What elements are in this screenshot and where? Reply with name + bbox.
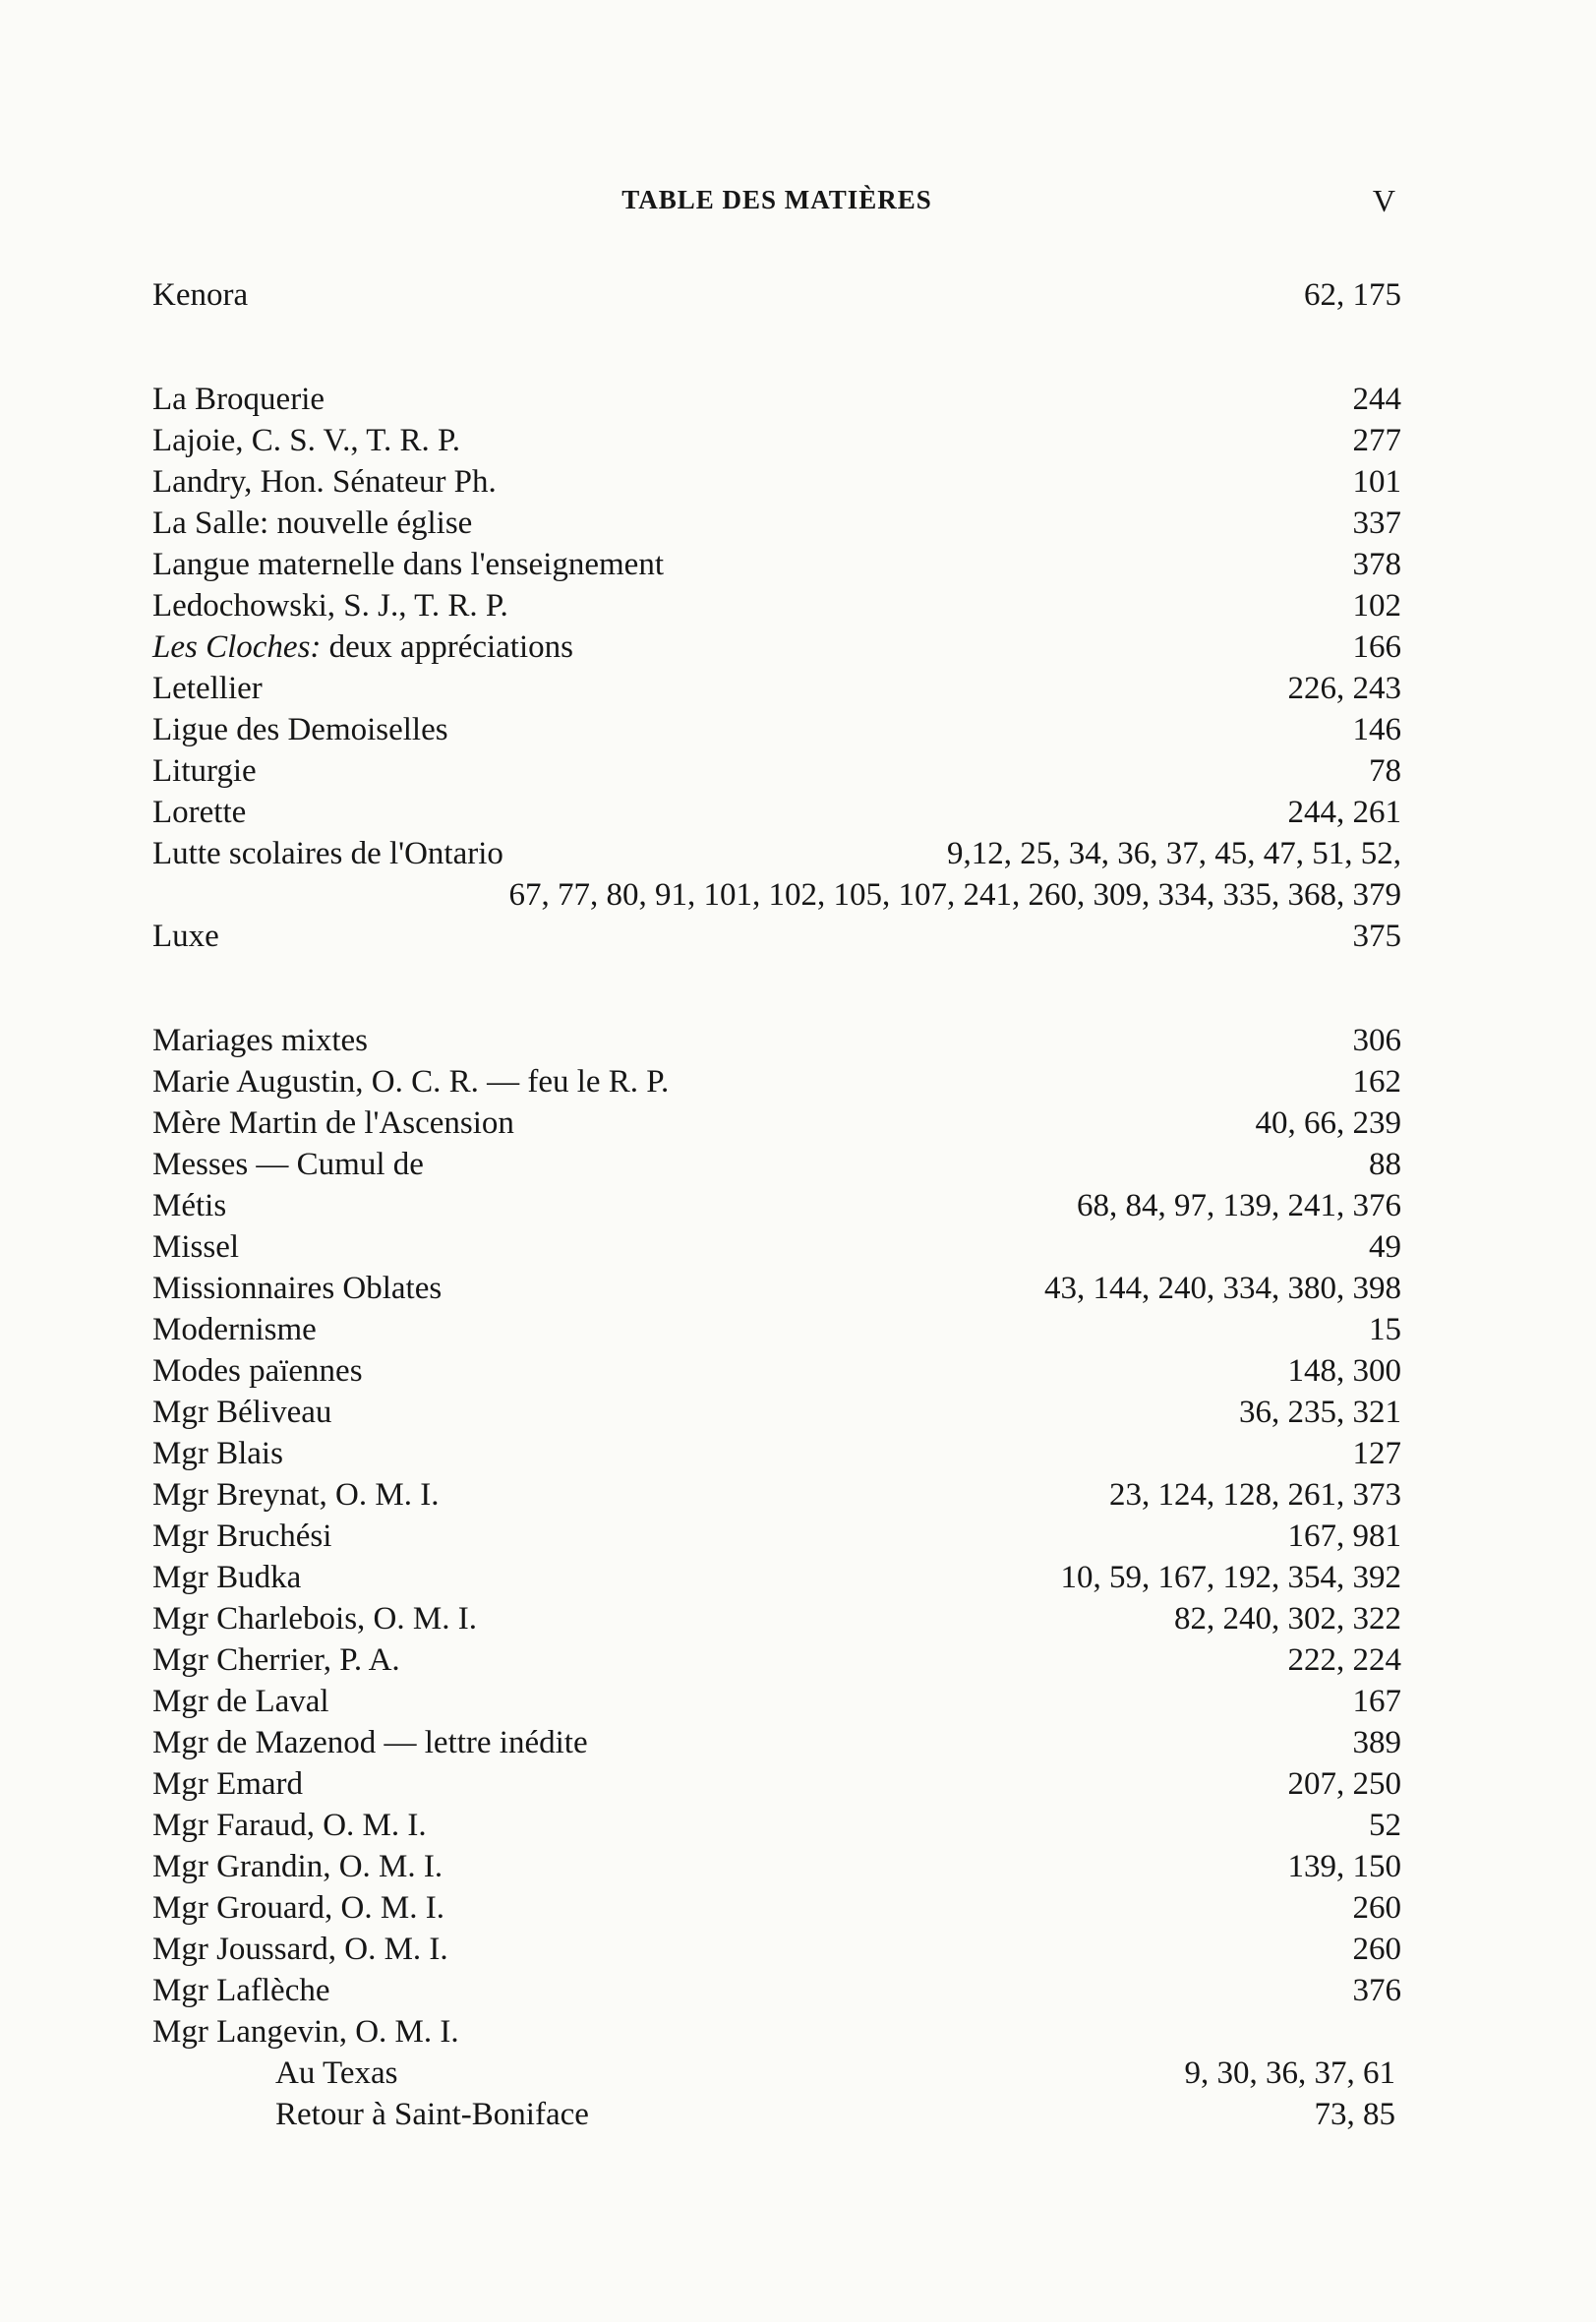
index-pages: 101	[1352, 464, 1401, 500]
index-entry	[152, 1681, 1401, 1722]
index-pages: 67, 77, 80, 91, 101, 102, 105, 107, 241, 260, 309, 334, 335, 368, 379	[508, 877, 1401, 913]
index-term: Marie Augustin, O. C. R. — feu le R. P.	[152, 1064, 670, 1100]
index-pages: 49	[1369, 1229, 1401, 1265]
index-term: Messes — Cumul de	[152, 1147, 424, 1182]
index-term: Mgr Grouard, O. M. I.	[152, 1890, 444, 1926]
index-entry	[152, 1722, 1401, 1763]
index-entry	[152, 461, 1401, 503]
index-term: Mgr Blais	[152, 1436, 283, 1471]
index-entry	[152, 503, 1401, 544]
index-term: Mgr de Mazenod — lettre inédite	[152, 1725, 588, 1760]
index-entry	[152, 1929, 1401, 1970]
index-entry	[152, 1598, 1401, 1639]
index-term: Lajoie, C. S. V., T. R. P.	[152, 423, 460, 458]
index-entry	[152, 1268, 1401, 1309]
index-pages: 162	[1352, 1064, 1401, 1100]
index-pages: 102	[1352, 588, 1401, 624]
index-entry	[152, 916, 1401, 957]
index-term: Mgr Bruchési	[152, 1518, 332, 1554]
index-pages: 9, 30, 36, 37, 61	[1184, 2055, 1395, 2091]
index-entry	[152, 1805, 1401, 1846]
index-term: Mgr de Laval	[152, 1684, 329, 1719]
index-term	[152, 626, 573, 668]
index-entry	[152, 1309, 1401, 1350]
index-entry	[152, 1516, 1401, 1557]
index-pages: 127	[1352, 1436, 1401, 1471]
section-gap	[152, 316, 1401, 379]
index-entry	[152, 1970, 1401, 2011]
index-pages: 43, 144, 240, 334, 380, 398	[1044, 1271, 1401, 1306]
index-pages: 148, 300	[1287, 1353, 1401, 1389]
index-pages: 62, 175	[1304, 277, 1401, 313]
index-entry-continuation	[152, 874, 1401, 916]
index-term: Mgr Laflèche	[152, 1973, 330, 2008]
index-term: La Salle: nouvelle église	[152, 506, 473, 541]
index-pages: 337	[1352, 506, 1401, 541]
index-term: Mère Martin de l'Ascension	[152, 1105, 514, 1141]
index-pages: 15	[1369, 1312, 1401, 1347]
index-entry	[152, 420, 1401, 461]
index-entry	[152, 1392, 1401, 1433]
index-term: Modernisme	[152, 1312, 317, 1347]
section-gap	[152, 957, 1401, 1020]
index-term: Mgr Emard	[152, 1766, 304, 1802]
index-entry	[152, 1226, 1401, 1268]
index-entry	[152, 2011, 1401, 2053]
index-entry	[152, 1474, 1401, 1516]
index-term: Luxe	[152, 919, 219, 954]
index-subentry	[152, 2053, 1401, 2094]
index-entry	[152, 585, 1401, 626]
index-entry	[152, 1185, 1401, 1226]
index-term: Landry, Hon. Sénateur Ph.	[152, 464, 497, 500]
index-term: La Broquerie	[152, 382, 325, 417]
index-pages: 10, 59, 167, 192, 354, 392	[1060, 1560, 1401, 1595]
index-term: Mgr Langevin, O. M. I.	[152, 2014, 459, 2050]
index-entry	[152, 709, 1401, 750]
index-term: Langue maternelle dans l'enseignement	[152, 547, 664, 582]
index-entry	[152, 1020, 1401, 1061]
index-pages: 207, 250	[1287, 1766, 1401, 1802]
index-term: Kenora	[152, 277, 249, 313]
index-pages: 36, 235, 321	[1239, 1395, 1401, 1430]
index-pages: 389	[1352, 1725, 1401, 1760]
index-entry	[152, 1557, 1401, 1598]
index-pages: 244	[1352, 382, 1401, 417]
index-term: Modes païennes	[152, 1353, 363, 1389]
index-term-italic: Les Cloches:	[152, 629, 322, 665]
index-term: Missionnaires Oblates	[152, 1271, 443, 1306]
index-pages: 40, 66, 239	[1255, 1105, 1401, 1141]
index-entry	[152, 1350, 1401, 1392]
index-term: Mgr Cherrier, P. A.	[152, 1642, 400, 1678]
index-term: Mgr Charlebois, O. M. I.	[152, 1601, 477, 1637]
page-title: TABLE DES MATIÈRES	[621, 185, 932, 214]
index-pages: 244, 261	[1287, 795, 1401, 830]
index-pages: 167, 981	[1287, 1518, 1401, 1554]
index-pages: 52	[1369, 1808, 1401, 1843]
index-pages: 88	[1369, 1147, 1401, 1182]
index-term: Ledochowski, S. J., T. R. P.	[152, 588, 508, 624]
index-term: Mgr Béliveau	[152, 1395, 332, 1430]
index-entry	[152, 668, 1401, 709]
index-term: Mariages mixtes	[152, 1023, 369, 1058]
index-term: Missel	[152, 1229, 240, 1265]
index-term: Mgr Faraud, O. M. I.	[152, 1808, 427, 1843]
index-entry	[152, 544, 1401, 585]
index-entry	[152, 1763, 1401, 1805]
index-term: Métis	[152, 1188, 227, 1223]
index-entry	[152, 1433, 1401, 1474]
index-term: Letellier	[152, 671, 263, 706]
index-pages: 73, 85	[1314, 2097, 1395, 2132]
index-pages: 23, 124, 128, 261, 373	[1109, 1477, 1401, 1513]
index-entry	[152, 274, 1401, 316]
index-pages: 9,12, 25, 34, 36, 37, 45, 47, 51, 52,	[947, 836, 1401, 871]
index-pages: 376	[1352, 1973, 1401, 2008]
index-pages: 222, 224	[1287, 1642, 1401, 1678]
index-pages: 260	[1352, 1890, 1401, 1926]
index-pages: 146	[1352, 712, 1401, 747]
index-pages: 306	[1352, 1023, 1401, 1058]
index-pages: 167	[1352, 1684, 1401, 1719]
index-subentry	[152, 2094, 1401, 2135]
index-entry	[152, 1061, 1401, 1102]
index-term: Mgr Budka	[152, 1560, 302, 1595]
index-pages: 378	[1352, 547, 1401, 582]
index-entry	[152, 750, 1401, 792]
index-term: Mgr Grandin, O. M. I.	[152, 1849, 443, 1884]
index-list	[152, 274, 1401, 2135]
index-term: Mgr Joussard, O. M. I.	[152, 1932, 448, 1967]
index-term: Lutte scolaires de l'Ontario	[152, 836, 503, 871]
index-entry	[152, 1102, 1401, 1144]
index-pages: 260	[1352, 1932, 1401, 1967]
index-entry	[152, 1144, 1401, 1185]
index-pages: 68, 84, 97, 139, 241, 376	[1077, 1188, 1401, 1223]
index-pages: 139, 150	[1287, 1849, 1401, 1884]
index-pages: 78	[1369, 753, 1401, 789]
page-number: V	[1372, 183, 1395, 218]
index-entry	[152, 1639, 1401, 1681]
index-term: Au Texas	[275, 2055, 398, 2091]
index-term: Lorette	[152, 795, 247, 830]
index-entry	[152, 1846, 1401, 1887]
index-term: Liturgie	[152, 753, 257, 789]
index-term: Mgr Breynat, O. M. I.	[152, 1477, 440, 1513]
page-header	[152, 185, 1401, 224]
index-pages: 226, 243	[1287, 671, 1401, 706]
index-entry	[152, 626, 1401, 668]
index-pages: 375	[1352, 919, 1401, 954]
index-entry	[152, 1887, 1401, 1929]
index-pages: 82, 240, 302, 322	[1174, 1601, 1401, 1637]
index-entry	[152, 792, 1401, 833]
index-term: Retour à Saint-Boniface	[275, 2097, 589, 2132]
index-pages: 277	[1352, 423, 1401, 458]
index-term: Ligue des Demoiselles	[152, 712, 448, 747]
index-pages: 166	[1352, 629, 1401, 665]
index-entry	[152, 833, 1401, 874]
index-term-rest: deux appréciations	[321, 629, 573, 665]
index-entry	[152, 379, 1401, 420]
